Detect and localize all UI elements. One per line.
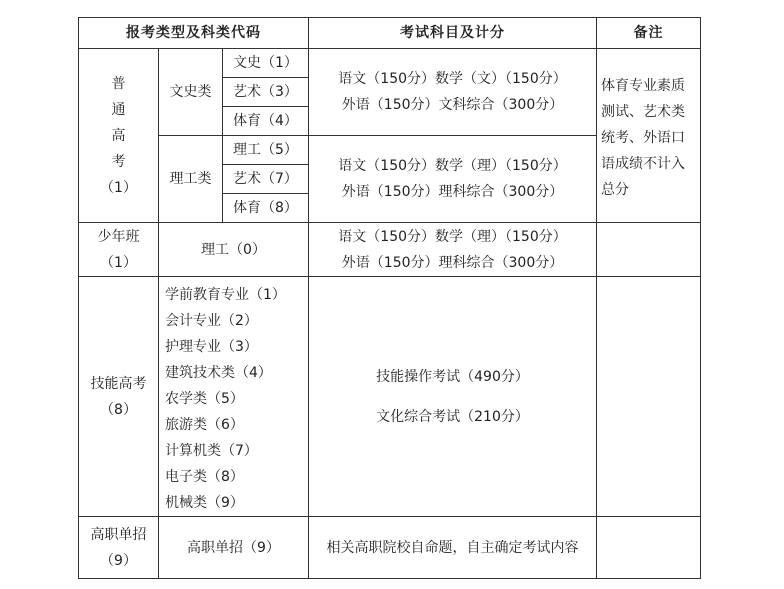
wenshi-label: 文史类 [159,49,223,136]
putong-title-cell: 普 通 高 考 （1） [79,49,159,223]
wenshi-sub-1: 文史（1） [223,49,309,78]
gaozhi-note [597,517,701,579]
wenshi-sub-3: 体育（4） [223,107,309,136]
shaonian-title-cell: 少年班 （1） [79,223,159,277]
shaonian-note [597,223,701,277]
header-remarks: 备注 [597,18,701,49]
table-row [79,517,701,579]
gaozhi-sub: 高职单招（9） [159,517,309,579]
jineng-majors-list [159,277,309,517]
shaonian-sub: 理工（0） [159,223,309,277]
list-item: 护理专业（3） [165,339,258,355]
table-row [79,277,701,517]
ligong-sub-2: 艺术（7） [223,165,309,194]
list-item: 会计专业（2） [165,313,258,329]
ligong-sub-3: 体育（8） [223,194,309,223]
exam-subjects-table [78,17,701,579]
list-item: 机械类（9） [165,495,244,511]
table-row [79,223,701,277]
gaozhi-exam: 相关高职院校自命题，自主确定考试内容 [309,517,597,579]
list-item: 学前教育专业（1） [165,287,286,303]
ligong-sub-1: 理工（5） [223,136,309,165]
list-item: 农学类（5） [165,391,244,407]
jineng-title-cell: 技能高考 （8） [79,277,159,517]
list-item: 建筑技术类（4） [165,365,272,381]
list-item: 电子类（8） [165,469,244,485]
jineng-note [597,277,701,517]
wenshi-sub-2: 艺术（3） [223,78,309,107]
list-item: 旅游类（6） [165,417,244,433]
header-row [79,18,701,49]
header-exam-type: 报考类型及科类代码 [79,18,309,49]
ligong-exam-cell: 语文（150分）数学（理）（150分） 外语（150分）理科综合（300分） [309,136,597,223]
jineng-exam-cell: 技能操作考试（490分） 文化综合考试（210分） [309,277,597,517]
wenshi-exam-cell: 语文（150分）数学（文）（150分） 外语（150分）文科综合（300分） [309,49,597,136]
gaozhi-title-cell: 高职单招 （9） [79,517,159,579]
ligong-label: 理工类 [159,136,223,223]
shaonian-exam-cell: 语文（150分）数学（理）（150分） 外语（150分）理科综合（300分） [309,223,597,277]
list-item: 计算机类（7） [165,443,258,459]
header-exam-subjects: 考试科目及计分 [309,18,597,49]
table-row [79,49,701,78]
putong-note: 体育专业素质测试、艺术类统考、外语口语成绩不计入总分 [597,49,701,223]
